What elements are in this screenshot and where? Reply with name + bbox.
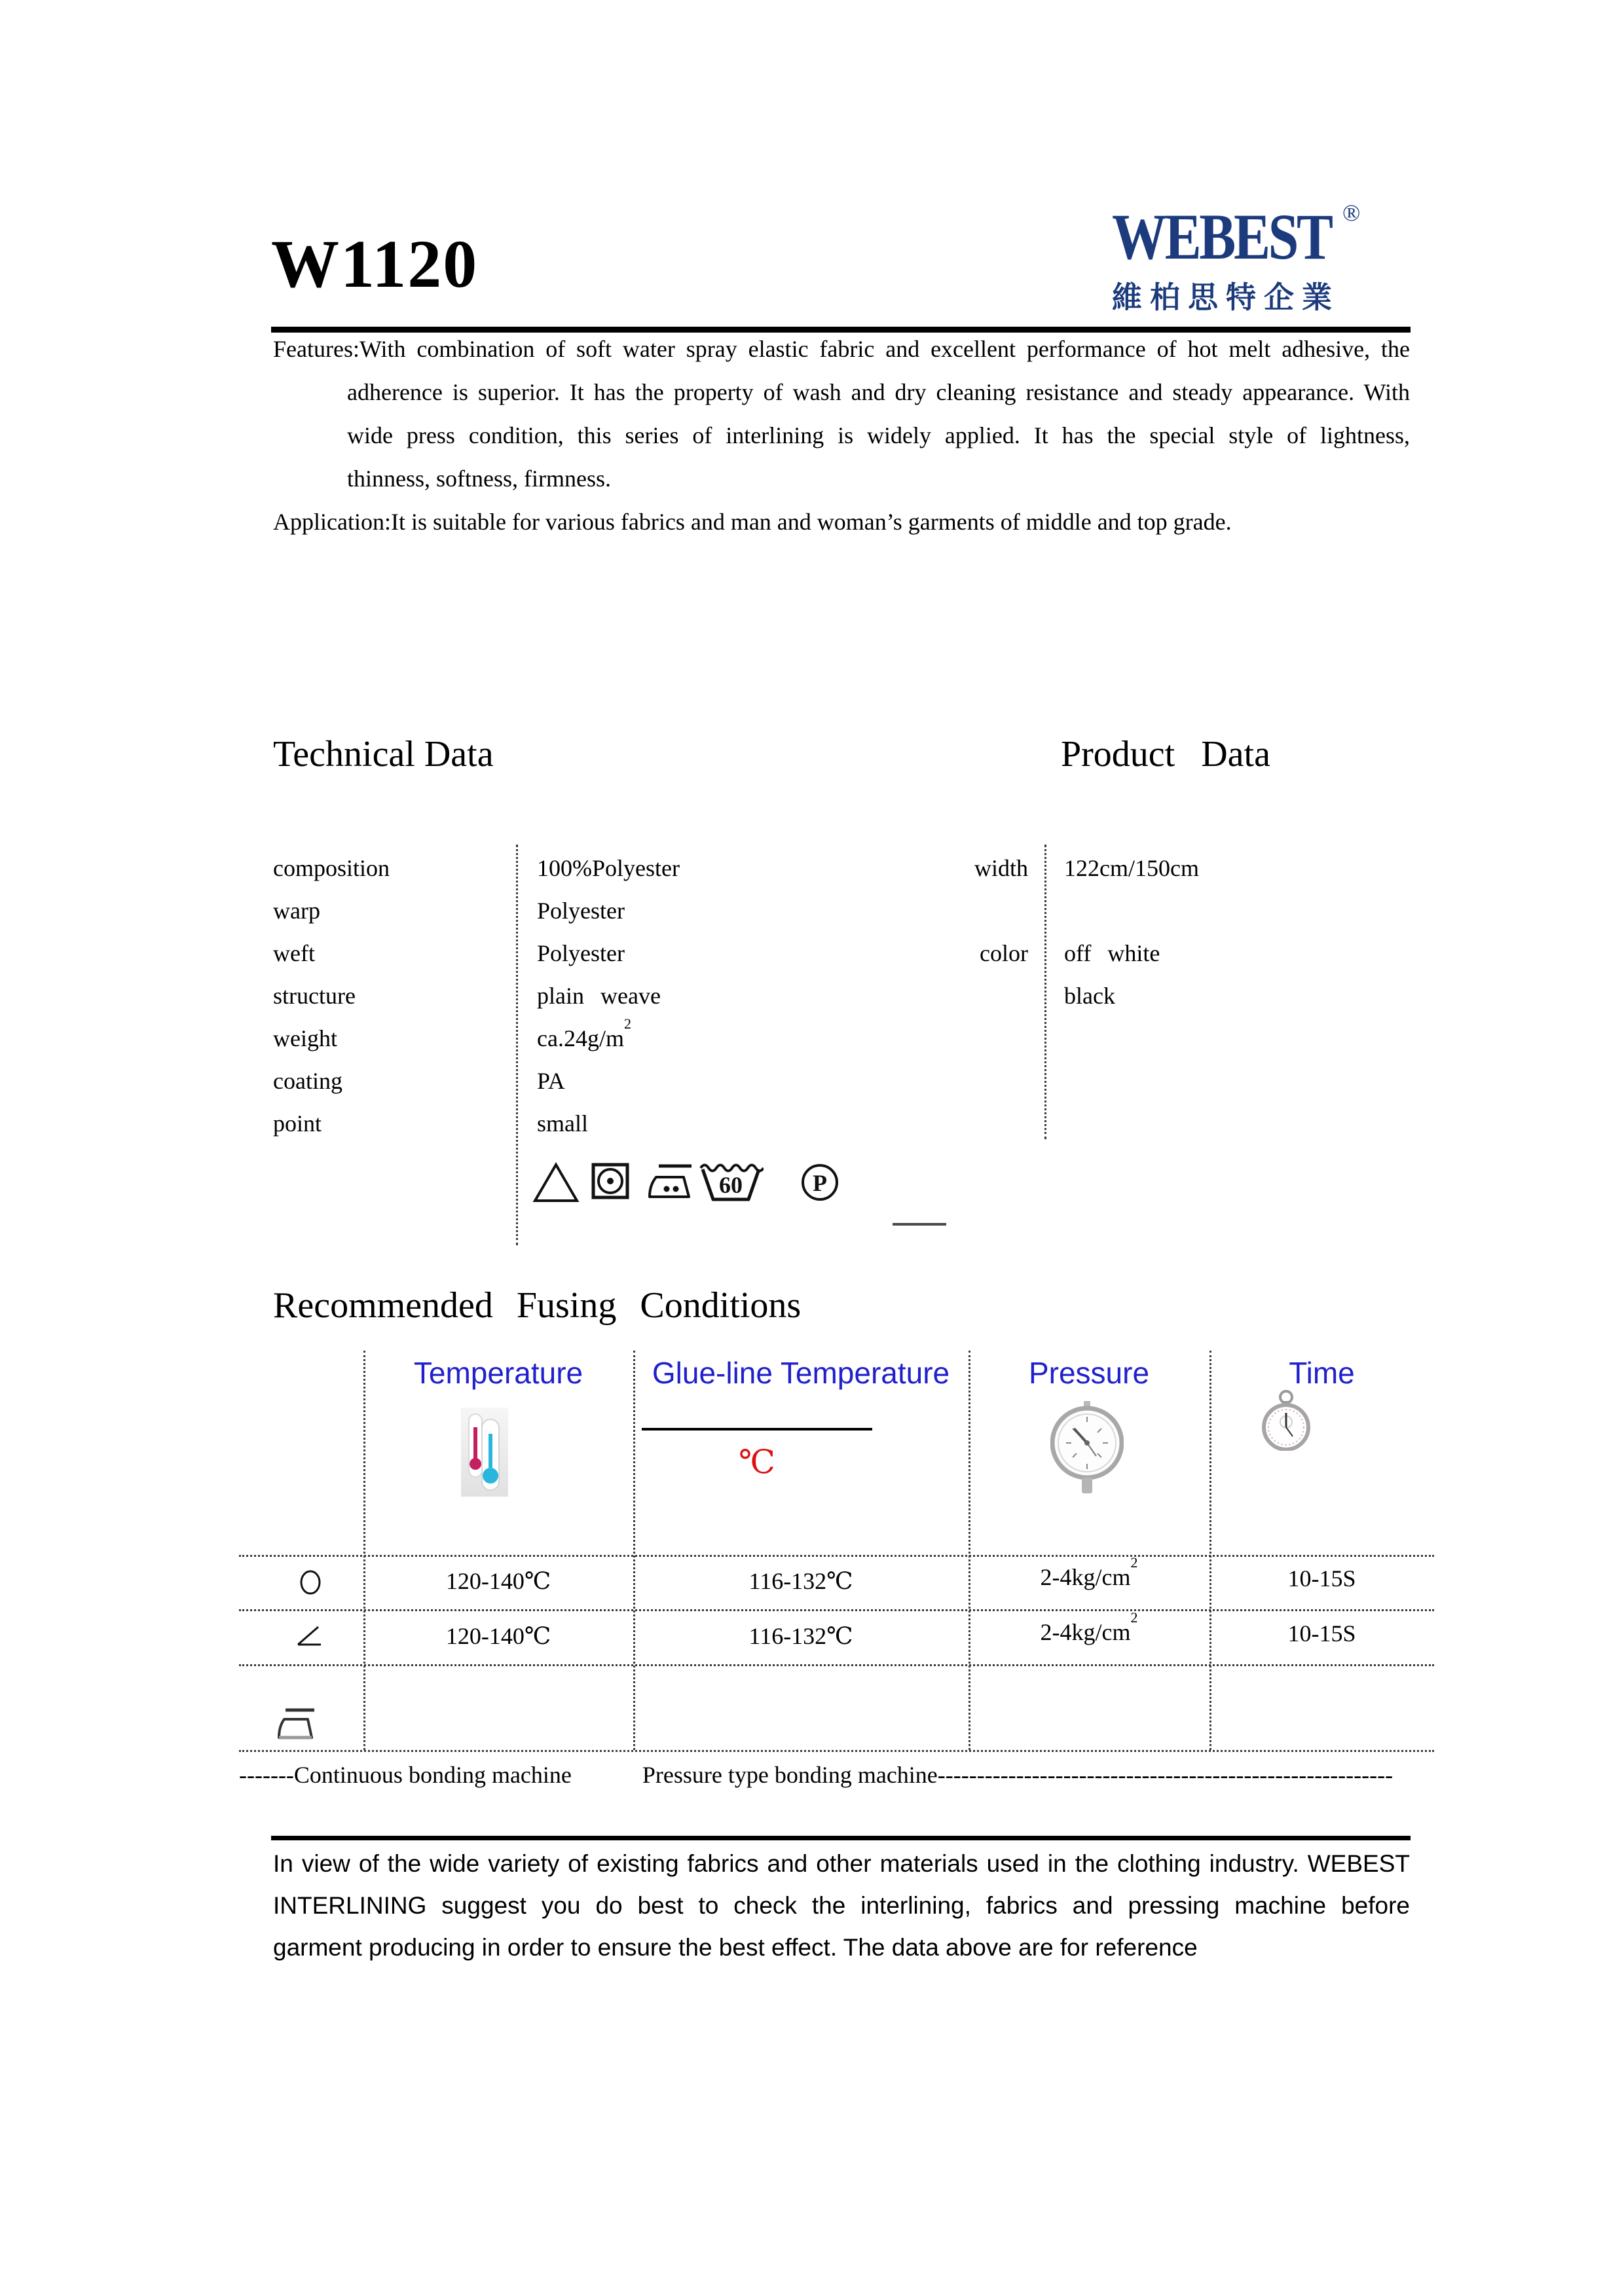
features-line-1: Features:With combination of soft water spray elastic fabric and excellent performance of hot melt adhesive, the — [273, 336, 1410, 362]
footer-divider — [271, 1836, 1411, 1840]
fusing-r2-pressure — [969, 1609, 1209, 1646]
product-data-heading: Product Data — [1061, 734, 1270, 774]
brand-logo — [1112, 200, 1361, 317]
continuous-machine-symbol-icon — [299, 1569, 322, 1599]
hand-iron-symbol-icon — [274, 1705, 318, 1746]
fusing-row-divider-2 — [239, 1609, 1434, 1611]
page-title: W1120 — [271, 227, 479, 302]
fusing-r1-temperature: 120-140℃ — [445, 1568, 551, 1594]
fusing-col-divider-4 — [1209, 1351, 1211, 1750]
tech-label-weft: weft — [273, 940, 315, 966]
fusing-r1-time: 10-15S — [1287, 1565, 1356, 1592]
glue-line-unit: ℃ — [739, 1444, 775, 1480]
tech-label-point: point — [273, 1110, 322, 1137]
fusing-header-temperature: Temperature — [413, 1356, 583, 1390]
fusing-row-divider-4 — [239, 1750, 1434, 1752]
tech-value-coating: PA — [537, 1068, 565, 1094]
fusing-r1-glue: 116-132℃ — [748, 1568, 853, 1594]
fusing-header-time: Time — [1289, 1356, 1355, 1390]
stopwatch-icon — [1256, 1388, 1316, 1454]
wash-60-label: 60 — [719, 1172, 743, 1198]
disclaimer-line-2: INTERLINING suggest you do best to check the interlining, fabrics and pressing machine before — [273, 1892, 1410, 1919]
features-line-3: wide press condition, this series of interlining is widely applied. It has the special style of lightness, — [347, 422, 1410, 448]
dry-clean-p-icon — [800, 1163, 840, 1205]
fusing-row-divider-3 — [239, 1664, 1434, 1666]
tech-value-point: small — [537, 1110, 588, 1137]
product-width-value: 122cm/150cm — [1064, 855, 1199, 881]
brand-wordmark-row — [1112, 200, 1361, 273]
tumble-dry-icon — [591, 1163, 629, 1203]
tech-value-weft: Polyester — [537, 940, 625, 966]
dry-flat-line-icon — [893, 1223, 946, 1226]
tech-value-weight — [537, 1015, 631, 1052]
fusing-r2-time: 10-15S — [1287, 1620, 1356, 1647]
dry-clean-p-label: P — [813, 1170, 827, 1196]
features-line-2: adherence is superior. It has the property of wash and dry cleaning resistance and steady appearance. With — [347, 379, 1410, 405]
fusing-r2-pressure-sup: 2 — [1130, 1609, 1138, 1626]
tech-label-warp: warp — [273, 898, 320, 924]
fusing-header-glue-line: Glue-line Temperature — [652, 1356, 950, 1390]
fusing-col-divider-1 — [363, 1351, 365, 1750]
fusing-r2-pressure-base: 2-4kg/cm — [1040, 1619, 1131, 1645]
disclaimer-line-3: garment producing in order to ensure the best effect. The data above are for reference — [273, 1934, 1198, 1961]
wash-60-icon — [698, 1159, 764, 1208]
fusing-r2-glue: 116-132℃ — [748, 1623, 853, 1649]
features-line-4: thinness, softness, firmness. — [347, 465, 611, 492]
fusing-r1-pressure-base: 2-4kg/cm — [1040, 1564, 1131, 1590]
pressure-gauge-icon — [1050, 1396, 1124, 1504]
thermometer-icon — [461, 1408, 508, 1497]
fusing-row-divider-1 — [239, 1555, 1434, 1557]
disclaimer-line-1: In view of the wide variety of existing fabrics and other materials used in the clothing industry. WEBEST — [273, 1850, 1410, 1877]
bleach-triangle-icon — [532, 1161, 580, 1207]
tech-label-weight: weight — [273, 1025, 337, 1051]
fusing-r1-pressure-sup: 2 — [1130, 1554, 1138, 1571]
product-color-label: color — [980, 940, 1028, 966]
fusing-header-pressure: Pressure — [1028, 1356, 1150, 1390]
product-color-value-black: black — [1064, 983, 1115, 1009]
pressure-machine-symbol-icon — [295, 1622, 323, 1652]
tech-value-weight-sup: 2 — [623, 1015, 631, 1032]
tech-value-composition: 100%Polyester — [537, 855, 680, 881]
product-color-value-offwhite: off white — [1064, 940, 1160, 966]
bonding-machine-caption: -------Continuous bonding machine Pressure type bonding machine---------------------------------------------------------- — [239, 1762, 1393, 1788]
fusing-col-divider-3 — [969, 1351, 970, 1750]
iron-two-dots-icon — [644, 1161, 694, 1204]
fusing-conditions-heading: Recommended Fusing Conditions — [273, 1285, 802, 1326]
tech-label-composition: composition — [273, 855, 390, 881]
tech-label-structure: structure — [273, 983, 356, 1009]
disclaimer-paragraph — [273, 1843, 1410, 1969]
product-width-label: width — [974, 855, 1028, 881]
fusing-r1-pressure — [969, 1554, 1209, 1591]
brand-company-chinese: 維柏思特企業 — [1112, 280, 1340, 315]
tech-label-coating: coating — [273, 1068, 342, 1094]
tech-value-warp: Polyester — [537, 898, 625, 924]
glue-line-underline — [642, 1428, 872, 1430]
brand-wordmark: WEBEST — [1112, 200, 1331, 273]
tech-value-weight-base: ca.24g/m — [537, 1025, 624, 1051]
application-line: Application:It is suitable for various fabrics and man and woman’s garments of middle and top grade. — [273, 509, 1232, 535]
fusing-col-divider-2 — [633, 1351, 635, 1750]
product-table-divider — [1044, 845, 1046, 1139]
registered-trademark-icon: ® — [1342, 200, 1361, 226]
tech-value-structure: plain weave — [537, 983, 661, 1009]
fusing-r2-temperature: 120-140℃ — [445, 1623, 551, 1649]
features-paragraph — [273, 327, 1410, 543]
technical-data-heading: Technical Data — [273, 734, 494, 774]
technical-table-divider — [516, 845, 518, 1245]
